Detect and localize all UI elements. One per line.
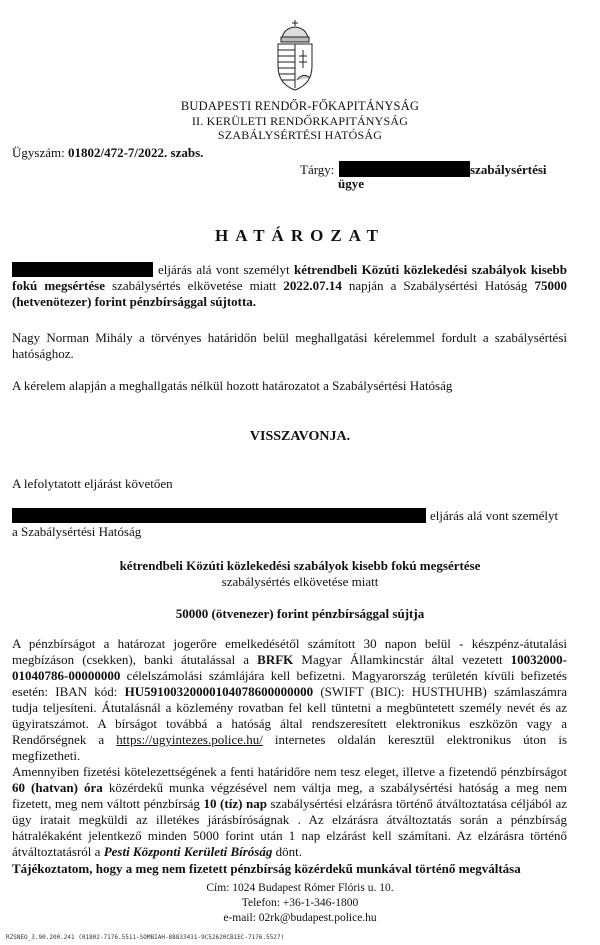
paragraph-hearing-request: Nagy Norman Mihály a törvényes határidőn belül meghallgatási kérelemmel fordult a szabálysértési hatósághoz. (12, 330, 567, 361)
text: dönt. (272, 844, 302, 859)
account-number: 10032000-01040786-00000000 (12, 652, 567, 683)
community-hours: 60 (hatvan) óra (12, 780, 103, 795)
authority-name: BUDAPESTI RENDŐR-FŐKAPITÁNYSÁG (180, 99, 420, 113)
footer-email: e-mail: 02rk@budapest.police.hu (223, 912, 377, 924)
subject-line2: ügye (338, 176, 364, 191)
payment-link[interactable]: https://ugyintezes.police.hu/ (116, 732, 263, 747)
paragraph-non-payment (12, 764, 567, 860)
case-number-value: 01802/472-7/2022. szabs. (67, 145, 204, 160)
original-fine: 75000 (hetvenötezer) forint pénzbírsággal (12, 278, 567, 309)
text: internetes oldalán keresztül elektronikus úton is megfizetheti. (12, 732, 567, 763)
paragraph-subject-person: eljárás alá vont személyt (430, 508, 559, 523)
detention-days: 10 (tíz) nap (203, 796, 267, 811)
text: napján a Szabálysértési Hatóság (341, 278, 535, 293)
offence-date: 2022.07.14 (283, 278, 342, 293)
text: A pénzbírságot a határozat jogerőre emelkedésétől számított 30 napon belül - készpénz-átutalási megbízáson (csekken), banki átutalással a (12, 636, 567, 667)
paragraph-procedure: A lefolytatott eljárást követően (12, 476, 173, 491)
text: sújtotta. (206, 294, 257, 309)
offence-line2: szabálysértés elkövetése miatt (221, 574, 379, 589)
paragraph-notice: Tájékoztatom, hogy a meg nem fizetett pénzbírság közérdekű munkával történő megváltása (12, 861, 521, 876)
text: Magyar Államkincstár által vezetett (293, 652, 511, 667)
text: közérdekű munka végzésével nem váltja meg, a szabálysértési hatóság a meg nem fizetett, meg nem váltott pénzbírság (12, 780, 567, 811)
court-name: Pesti Központi Kerületi Bíróság (103, 844, 273, 859)
paragraph-original-decision (12, 262, 567, 310)
case-number-label: Ügyszám: (12, 145, 65, 160)
paragraph-authority: a Szabálysértési Hatóság (12, 524, 142, 539)
bank-brfk: BRFK (257, 652, 294, 667)
subject-label: Tárgy: (300, 162, 335, 177)
paragraph-request-basis: A kérelem alapján a meghallgatás nélkül hozott határozatot a Szabálysértési Hatóság (12, 378, 453, 393)
offence-text: kétrendbeli Közúti közlekedési szabályok kisebb fokú megsértése (12, 262, 567, 293)
document-title: HATÁROZAT (214, 226, 386, 245)
redaction-block (12, 508, 426, 523)
text: szabálysértés elkövetése miatt (104, 278, 284, 293)
text: (SWIFT (BIC): HUSTHUHB) számlaszámra tudja teljesíteni. Átutalásnál a közlemény rovatban fel kell tüntetni a megbüntetett személy nevét és az ügyiratszámot. A bírságot továbbá a hatóság által rendszeresített elektronikus eszközön vagy a Rendőrségnek a (12, 684, 567, 747)
subject-suffix: szabálysértési (470, 162, 547, 177)
coat-of-arms-icon (268, 18, 322, 94)
district-name: II. KERÜLETI RENDŐRKAPITÁNYSÁG (191, 114, 409, 128)
case-number (12, 145, 203, 161)
redaction-block (339, 161, 470, 177)
text: szabálysértési elzárásra történő átváltoztatása céljából az ügy iratait megküldi az illetékes járásbíróságnak . Az elzárásra átváltoztatás során a pénzbírság hátralékaként jelentkező minden 5000 forint után 1 nap elzárást kell számítani. Az elzárásra történő átváltoztatásról a (12, 796, 567, 859)
text: célelszámolási számlájára kell befizetni. Magyarország területén kívüli befizetés esetén: IBAN kód: (12, 668, 567, 699)
document-reference: RZSNEO_3.90.200.241 (01802-7176.5511-SOMBIAH-88833431-9C52620CB1EC-7176.5527) (6, 934, 285, 941)
footer-address: Cím: 1024 Budapest Rómer Flóris u. 10. (206, 882, 394, 894)
new-fine: 50000 (ötvenezer) forint pénzbírsággal sújtja (175, 606, 425, 621)
text: Amennyiben fizetési kötelezettségének a fenti határidőre nem tesz eleget, illetve a fizetendő pénzbírságot (12, 764, 567, 779)
text: eljárás alá vont személyt (158, 262, 294, 277)
revoke-heading: VISSZAVONJA. (249, 429, 351, 444)
paragraph-payment (12, 636, 567, 764)
iban-code: HU59100320000104078600000000 (124, 684, 314, 699)
footer-phone: Telefon: +36-1-346-1800 (241, 897, 359, 909)
department-name: SZABÁLYSÉRTÉSI HATÓSÁG (217, 128, 383, 142)
offence-line1: kétrendbeli Közúti közlekedési szabályok kisebb fokú megsértése (119, 558, 481, 573)
